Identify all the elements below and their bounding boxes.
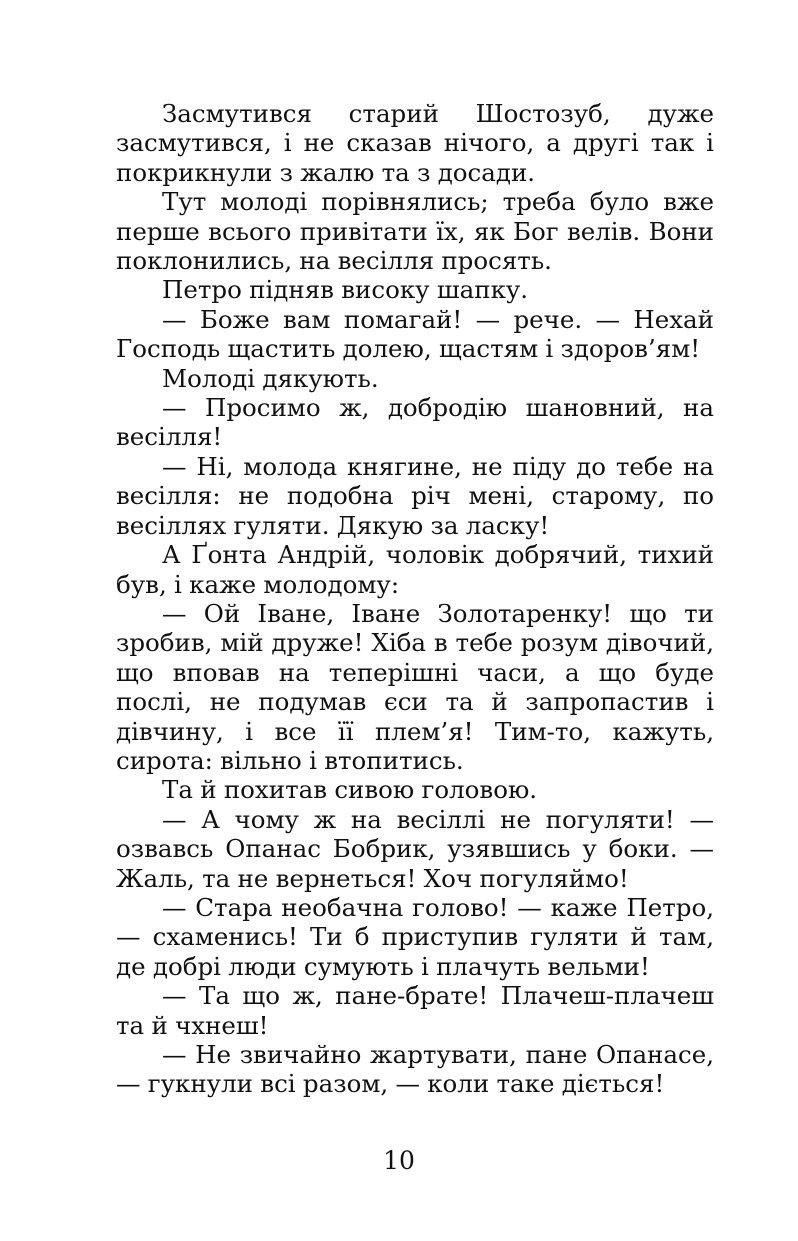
- paragraph: — Та що ж, пане-брате! Плачеш-плачеш та й чхнеш!: [116, 981, 714, 1040]
- body-text: [116, 99, 714, 1099]
- paragraph: — Ой Іване, Іване Золотаренку! що ти зробив, мій друже! Хіба в тебе розум дівочий, що вповав на теперішні часи, а що буде послі, не подумав єси та й запропастив і дівчину, і все її плем’я! Тим-то, кажуть, сирота: вільно і втопитись.: [116, 598, 714, 775]
- paragraph: Засмутився старий Шостозуб, дуже засмутився, і не сказав нічого, а другі так і покрикнули з жалю та з досади.: [116, 99, 714, 187]
- paragraph: А Ґонта Андрій, чоловік добрячий, тихий був, і каже молодому:: [116, 540, 714, 599]
- paragraph: — Не звичайно жартувати, пане Опанасе, — гукнули всі разом, — коли таке діється!: [116, 1040, 714, 1099]
- page-number: 10: [383, 1146, 415, 1175]
- paragraph: Тут молоді порівнялись; треба було вже перше всього привітати їх, як Бог велів. Вони поклонились, на весілля просять.: [116, 187, 714, 276]
- paragraph: — Ні, молода княгине, не піду до тебе на весілля: не подобна річ мені, старому, по весіллях гуляти. Дякую за ласку!: [116, 451, 714, 540]
- paragraph: — Боже вам помагай! — рече. — Нехай Господь щастить долею, щастям і здоров’ям!: [116, 304, 714, 364]
- paragraph: — Стара необачна голово! — каже Петро, — схаменись! Ти б приступив гуляти й там, де добрі люди сумують і плачуть вельми!: [116, 892, 714, 981]
- paragraph: Молоді дякують.: [162, 363, 379, 393]
- paragraph: — А чому ж на весіллі не погуляти! — озвавсь Опанас Бобрик, узявшись у боки. — Жаль, та не вернеться! Хоч погуляймо!: [116, 804, 714, 893]
- paragraph: Та й похитав сивою головою.: [162, 775, 538, 805]
- paragraph: — Просимо ж, добродію шановний, на весілля!: [116, 393, 714, 452]
- paragraph: Петро підняв високу шапку.: [162, 275, 529, 305]
